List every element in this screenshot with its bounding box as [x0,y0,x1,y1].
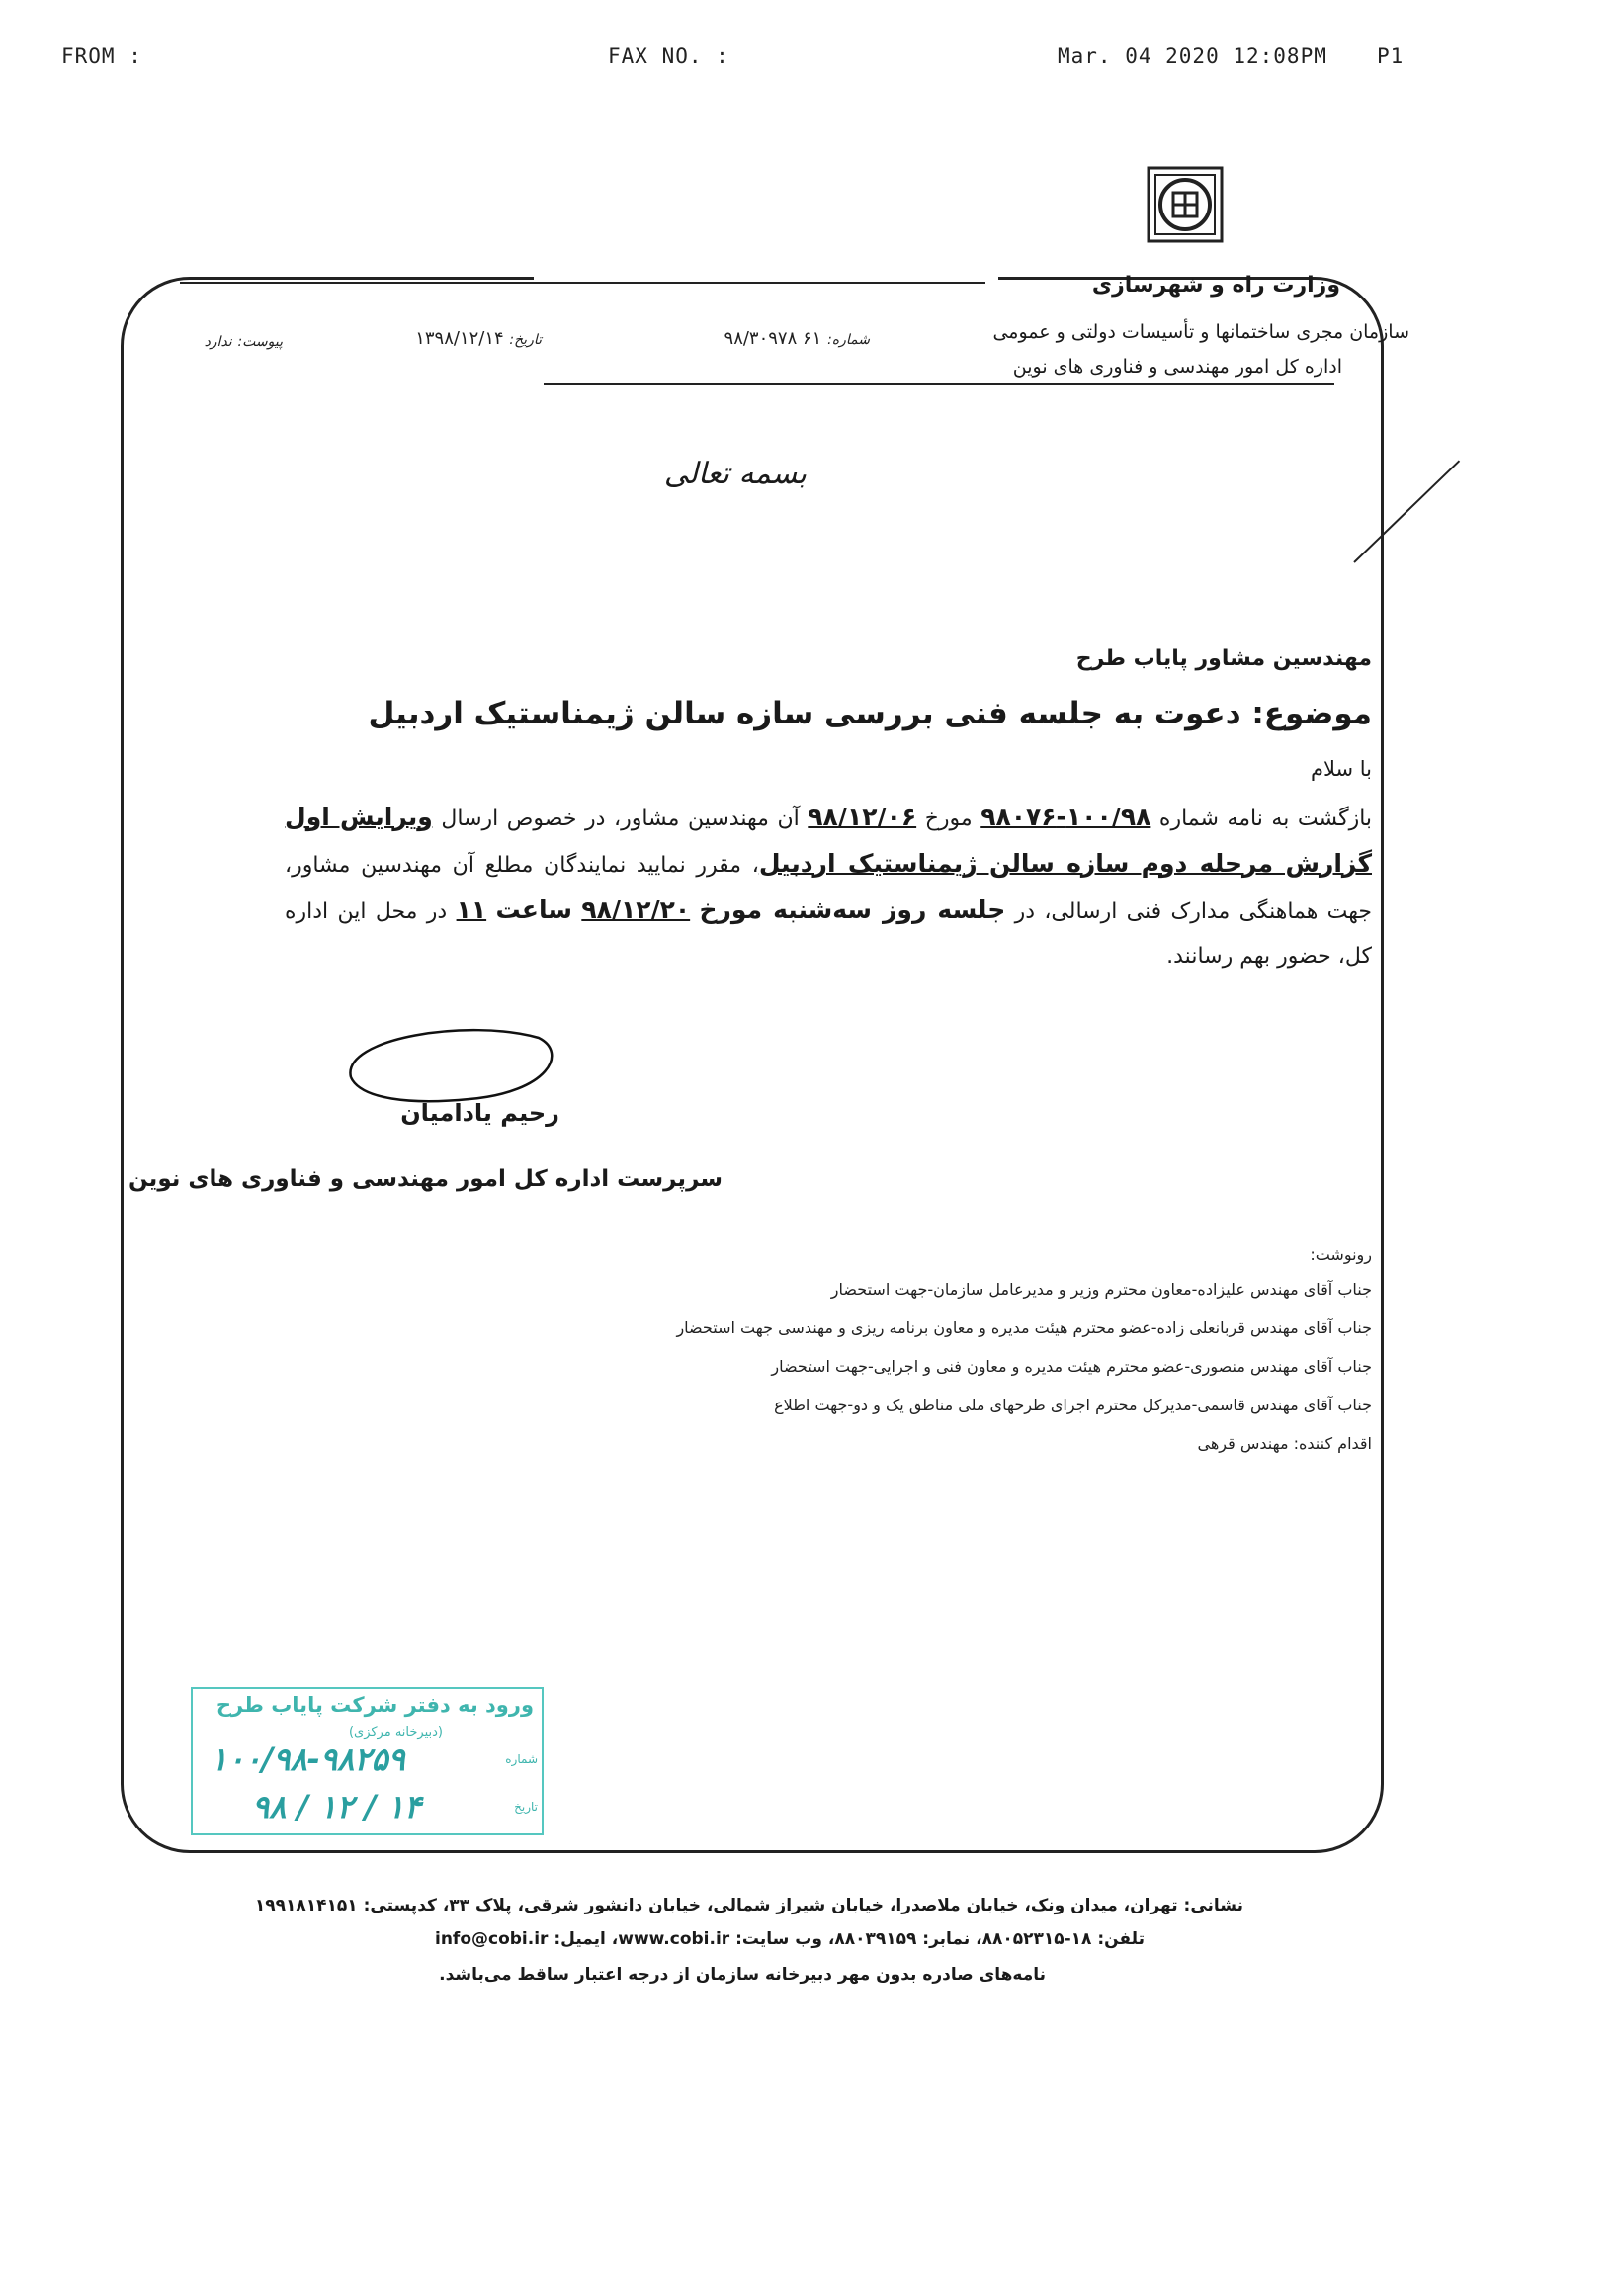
received-stamp [191,1687,544,1835]
letter-attachment-label: پیوست: [237,334,283,350]
cc-item: جناب آقای مهندس قربانعلی زاده-عضو محترم هیئت مدیره و معاون برنامه ریزی و مهندسی جهت استحضار [676,1318,1372,1337]
body-text-1: بازگشت به نامه شماره [1158,807,1373,831]
cc-item: جناب آقای مهندس قاسمی-مدیرکل محترم اجرای طرحهای ملی مناطق یک و دو-جهت اطلاع [774,1396,1372,1414]
fax-datetime: Mar. 04 2020 12:08PM [1058,44,1327,68]
letter-number-value: ۶۱ ۹۸/۳۰۹۷۸ [724,328,822,349]
fax-from: FROM : [61,44,142,68]
stamp-date: ۹۸ / ۱۲ / ۱۴ [252,1788,422,1826]
ministry-name: وزارت راه و شهرسازی [1091,273,1340,298]
letter-attachment-value: ندارد [204,334,232,350]
body-text-4: ، مقرر نمایید نمایندگان مطلع آن مهندسین مشاور، جهت هماهنگی مدارک فنی ارسالی، در [285,853,1373,924]
letter-frame [121,277,1384,1853]
stamp-date-label: تاریخ [514,1800,538,1814]
letterhead-rule-top [180,282,985,284]
footer-phone: تلفن: ۱۸-۸۸۰۵۲۳۱۵، نمابر: ۸۸۰۳۹۱۵۹، وب سایت: [735,1929,1145,1949]
reference-number: ۱۰۰/۹۸-۹۸۰۷۶ [980,803,1151,831]
footer-address: نشانی: تهران، میدان ونک، خیابان ملاصدرا، خیابان شیراز شمالی، خیابان دانشور شرقی، پلاک ۳۳، کدپستی: ۱۹۹۱۸۱۴۱۵۱ [254,1896,1243,1915]
body-text-3: آن مهندسین مشاور، در خصوص ارسال [441,807,800,831]
footer-email-label: ، ایمیل: [554,1929,619,1949]
ministry-logo [1147,166,1224,243]
stamp-title: ورود به دفتر شرکت پایاب طرح [215,1693,534,1717]
fax-number: FAX NO. : [608,44,729,68]
handwritten-signature [321,1018,568,1112]
report-edition: ویرایش اول [285,803,433,831]
footer-email[interactable]: info@cobi.ir [435,1929,549,1949]
stamp-number: ۱۰۰/۹۸-۹۸۲۵۹ [211,1741,405,1778]
signatory-name: رحیم یادامیان [400,1099,559,1127]
meeting-hour-label: ساعت [495,895,572,924]
cc-heading: رونوشت: [1310,1245,1372,1264]
letter-date [415,328,542,349]
meeting-hour: ۱۱ [456,895,487,924]
basmala: بسمه تعالی [663,457,807,491]
letter-number-label: شماره: [827,332,870,348]
cc-item: جناب آقای مهندس علیزاده-معاون محترم وزیر و مدیرعامل سازمان-جهت استحضار [830,1280,1372,1299]
footer-website[interactable]: www.cobi.ir [618,1929,730,1949]
cc-item: جناب آقای مهندس منصوری-عضو محترم هیئت مدیره و معاون فنی و اجرایی-جهت استحضار [771,1357,1372,1376]
subject: موضوع: دعوت به جلسه فنی بررسی سازه سالن ژیمناستیک اردبیل [368,696,1372,731]
footer-contact [435,1929,1145,1949]
letter-date-value: ۱۳۹۸/۱۲/۱۴ [415,328,504,349]
letter-number [724,328,870,349]
stamp-number-label: شماره [505,1752,538,1766]
report-title: گزارش مرحله دوم سازه سالن ژیمناستیک اردبیل [758,849,1372,878]
letter-body [285,795,1372,978]
letter-date-label: تاریخ: [509,332,542,348]
letterhead-rule-bottom [544,383,1334,385]
organization-name: سازمان مجری ساختمانها و تأسیسات دولتی و عمومی [992,321,1409,343]
department-name: اداره کل امور مهندسی و فناوری های نوین [1012,356,1342,378]
cc-action-by: اقدام کننده: مهندس قرهی [1197,1434,1372,1453]
body-text-2: مورخ [924,807,973,831]
meeting-label: جلسه روز سه‌شنبه مورخ [699,895,1006,924]
greeting: با سلام [1310,757,1372,781]
fax-page: P1 [1377,44,1405,68]
body-text-5: در محل این اداره کل، حضور بهم رسانند. [285,899,1372,969]
letter-attachment [205,330,283,351]
footer-note: نامه‌های صادره بدون مهر دبیرخانه سازمان از درجه اعتبار ساقط می‌باشد. [439,1965,1046,1985]
recipient: مهندسین مشاور پایاب طرح [1075,646,1372,671]
signatory-title: سرپرست اداره کل امور مهندسی و فناوری های نوین [128,1166,723,1192]
reference-date: ۹۸/۱۲/۰۶ [808,803,917,831]
stamp-subtitle: (دبیرخانه مرکزی) [348,1725,443,1740]
meeting-date: ۹۸/۱۲/۲۰ [581,895,691,924]
